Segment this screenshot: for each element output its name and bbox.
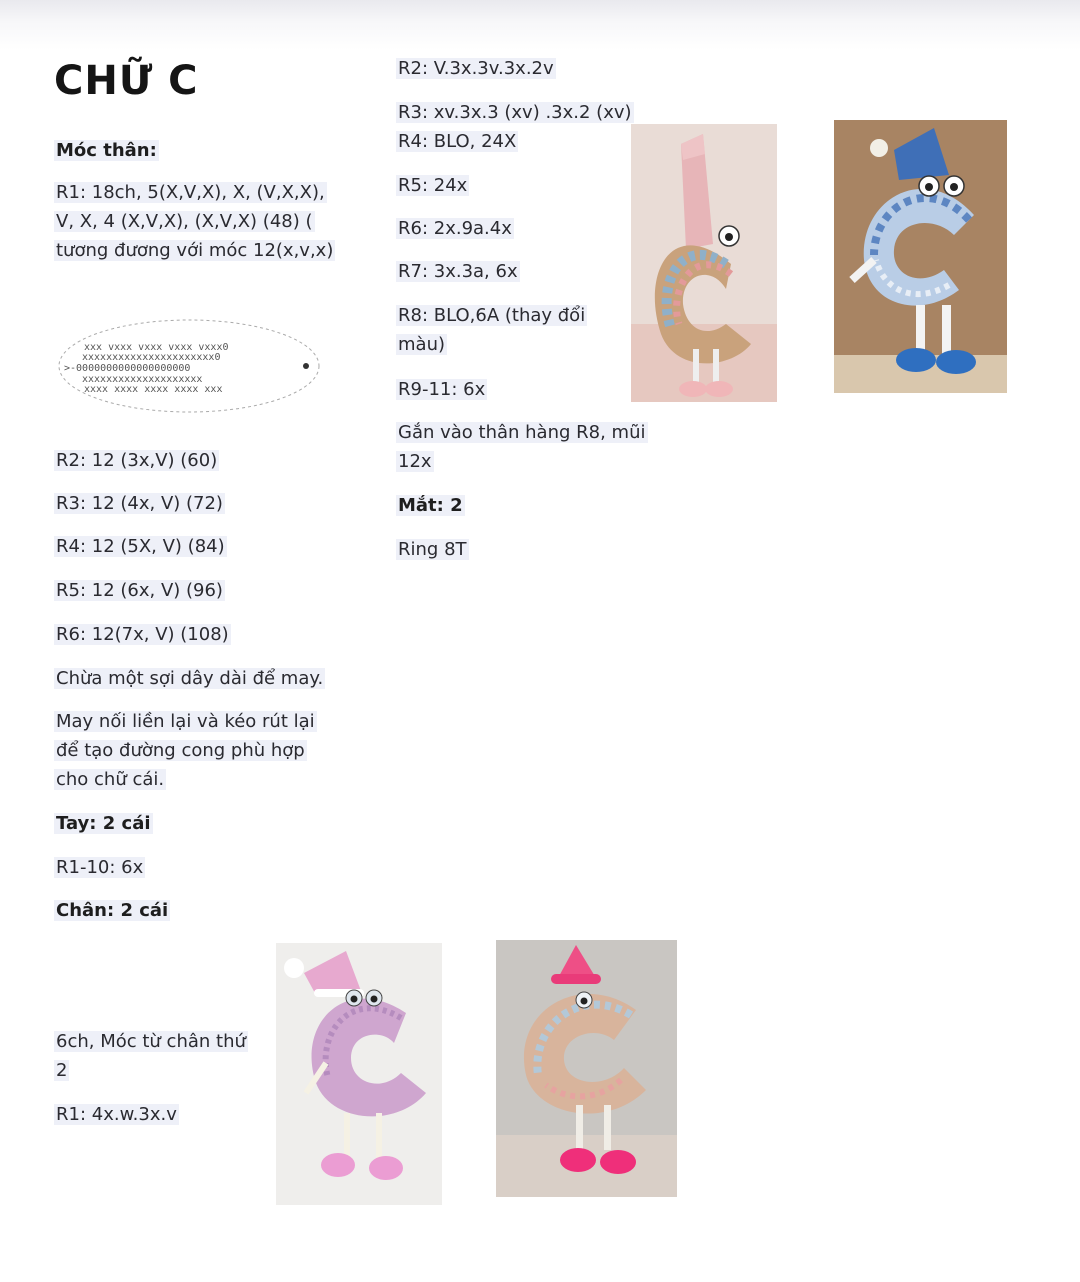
diagram-row: xxxxxxxxxxxxxxxxxxxx	[82, 374, 203, 385]
note-sew: May nối liền lại và kéo rút lại để tạo đường cong phù hợp cho chữ cái.	[56, 711, 315, 790]
hat-round-6: R6: 2x.9a.4x	[398, 218, 512, 239]
hat-round-5: R5: 24x	[398, 175, 468, 196]
diagram-row: xxxx xxxx xxxx xxxx xxx	[84, 384, 223, 395]
diagram-row: xxx vxxx vxxx vxxx vxxx0	[84, 342, 229, 353]
eye-ring: Ring 8T	[398, 539, 467, 560]
leg-heading: Chân: 2 cái	[56, 900, 169, 921]
arm-round: R1-10: 6x	[56, 857, 144, 878]
body-round-2: R2: 12 (3x,V) (60)	[56, 450, 218, 471]
diagram-row: xxxxxxxxxxxxxxxxxxxxxx0	[82, 352, 221, 363]
arm-heading: Tay: 2 cái	[56, 813, 151, 834]
note-leave-yarn: Chừa một sợi dây dài để may.	[56, 668, 324, 689]
body-round-1: R1: 18ch, 5(X,V,X), X, (V,X,X), V, X, 4 (X,V,X), (X,V,X) (48) ( tương đương với móc 12(x,v,x)	[56, 182, 334, 261]
leg-round-1: R1: 4x.w.3x.v	[56, 1104, 177, 1125]
photo-multicolor-letter-c	[631, 124, 777, 402]
body-heading: Móc thân:	[56, 140, 157, 161]
leg-start: 6ch, Móc từ chân thứ 2	[56, 1031, 246, 1081]
body-round-6: R6: 12(7x, V) (108)	[56, 624, 229, 645]
stitch-diagram	[54, 316, 324, 416]
photo-blue-letter-c	[834, 120, 1007, 393]
photo-hotpink-letter-c	[496, 940, 677, 1197]
eye-heading: Mắt: 2	[398, 495, 463, 516]
diagram-row: >-0000000000000000000	[64, 363, 191, 374]
hat-round-9-11: R9-11: 6x	[398, 379, 486, 400]
hat-round-7: R7: 3x.3a, 6x	[398, 261, 518, 282]
body-round-5: R5: 12 (6x, V) (96)	[56, 580, 223, 601]
hat-round-2: R2: V.3x.3v.3x.2v	[398, 58, 554, 79]
page-title: CHỮ C	[54, 58, 199, 104]
body-round-4: R4: 12 (5X, V) (84)	[56, 536, 225, 557]
body-round-3: R3: 12 (4x, V) (72)	[56, 493, 223, 514]
attach-note: Gắn vào thân hàng R8, mũi 12x	[398, 422, 646, 472]
diagram-start-dot	[303, 363, 309, 369]
hat-round-3-4: R3: xv.3x.3 (xv) .3x.2 (xv) R4: BLO, 24X	[398, 102, 632, 152]
photo-pink-letter-c	[276, 943, 442, 1205]
hat-round-8: R8: BLO,6A (thay đổi màu)	[398, 305, 586, 355]
